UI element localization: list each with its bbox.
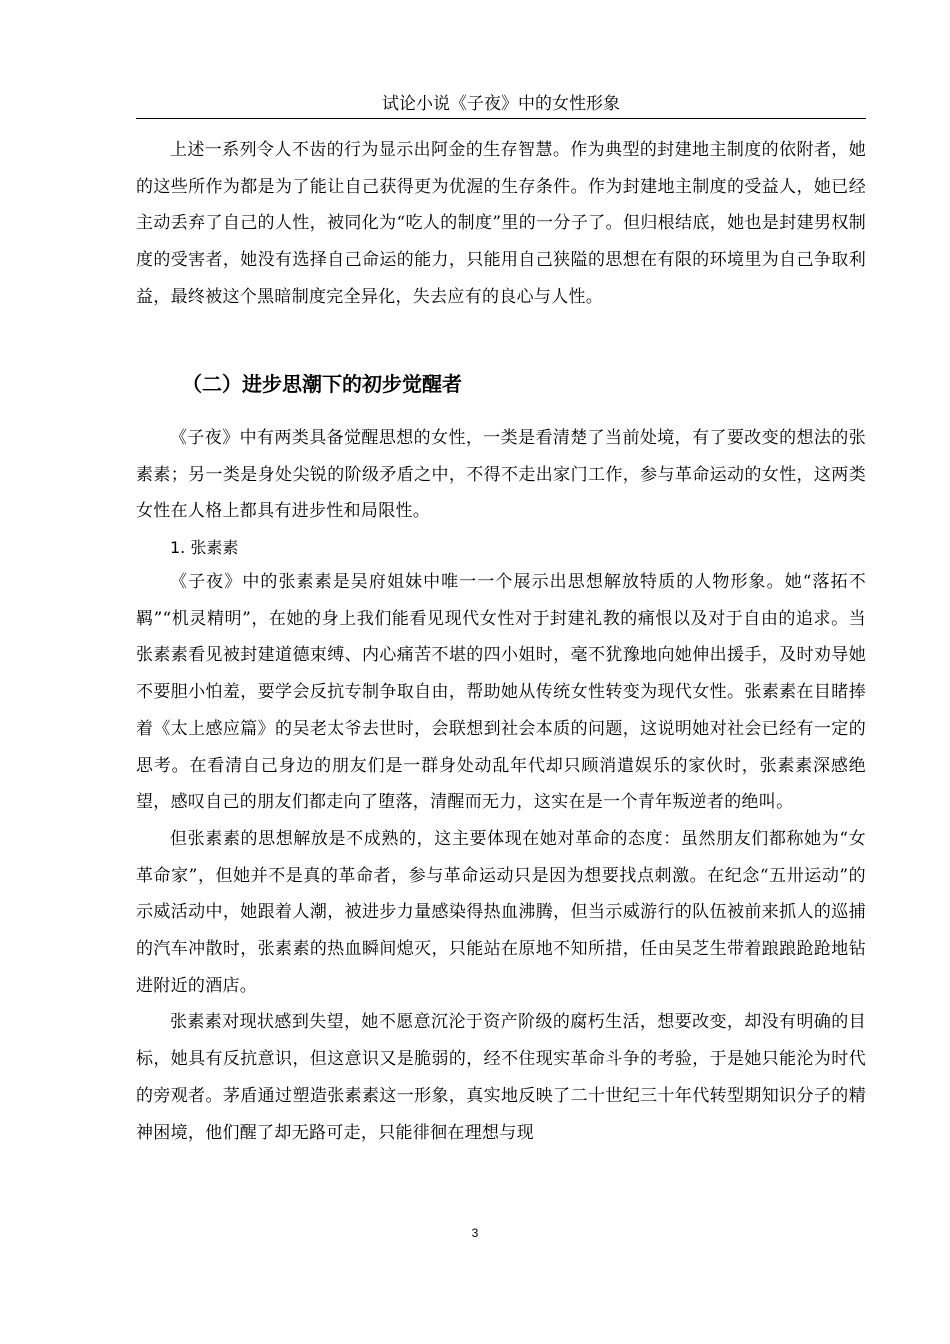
section-heading: （二）进步思潮下的初步觉醒者 [182, 372, 462, 396]
text-block-3 [136, 564, 866, 1151]
paragraph-2: 《子夜》中有两类具备觉醒思想的女性，一类是看清楚了当前处境，有了要改变的想法的张素素；另一类是身处尖锐的阶级矛盾之中，不得不走出家门工作，参与革命运动的女性，这两类女性在人格上都具有进步性和局限性。 [136, 428, 866, 522]
paragraph-3: 《子夜》中的张素素是吴府姐妹中唯一一个展示出思想解放特质的人物形象。她“落拓不羁”“机灵精明”，在她的身上我们能看见现代女性对于封建礼教的痛恨以及对于自由的追求。当张素素看见被封建道德束缚、内心痛苦不堪的四小姐时，毫不犹豫地向她伸出援手，及时劝导她不要胆小怕羞，要学会反抗专制争取自由，帮助她从传统女性转变为现代女性。张素素在目睹捧着《太上感应篇》的吴老太爷去世时，会联想到社会本质的问题，这说明她对社会已经有一定的思考。在看清自己身边的朋友们是一群身处动乱年代却只顾消遣娱乐的家伙时，张素素深感绝望，感叹自己的朋友们都走向了堕落，清醒而无力，这实在是一个青年叛逆者的绝叫。 [136, 572, 866, 813]
paragraph-4: 但张素素的思想解放是不成熟的，这主要体现在她对革命的态度：虽然朋友们都称她为“女革命家”，但她并不是真的革命者，参与革命运动只是因为想要找点刺激。在纪念“五卅运动”的示威活动中，她跟着人潮，被进步力量感染得热血沸腾，但当示威游行的队伍被前来抓人的巡捕的汽车冲散时，张素素的热血瞬间熄灭，只能站在原地不知所措，任由吴芝生带着踉踉跄跄地钻进附近的酒店。 [136, 828, 866, 996]
page-number: 3 [471, 1226, 479, 1240]
paragraph-5: 张素素对现状感到失望，她不愿意沉沦于资产阶级的腐朽生活，想要改变，却没有明确的目标，她具有反抗意识，但这意识又是脆弱的，经不住现实革命斗争的考验，于是她只能沦为时代的旁观者。茅盾通过塑造张素素这一形象，真实地反映了二十世纪三十年代转型期知识分子的精神困境，他们醒了却无路可走，只能徘徊在理想与现 [136, 1012, 866, 1143]
paragraph-1: 上述一系列令人不齿的行为显示出阿金的生存智慧。作为典型的封建地主制度的依附者，她的这些所作为都是为了能让自己获得更为优渥的生存条件。作为封建地主制度的受益人，她已经主动丢弃了自己的人性，被同化为“吃人的制度”里的一分子了。但归根结底，她也是封建男权制度的受害者，她没有选择自己命运的能力，只能用自己狭隘的思想在有限的环境里为自己争取利益，最终被这个黑暗制度完全异化，失去应有的良心与人性。 [136, 140, 866, 307]
subsection-heading: 1. 张素素 [170, 538, 239, 557]
text-block-1 [136, 132, 866, 316]
running-header: 试论小说《子夜》中的女性形象 [382, 94, 620, 114]
text-block-2 [136, 420, 866, 530]
header-rule [136, 118, 866, 119]
